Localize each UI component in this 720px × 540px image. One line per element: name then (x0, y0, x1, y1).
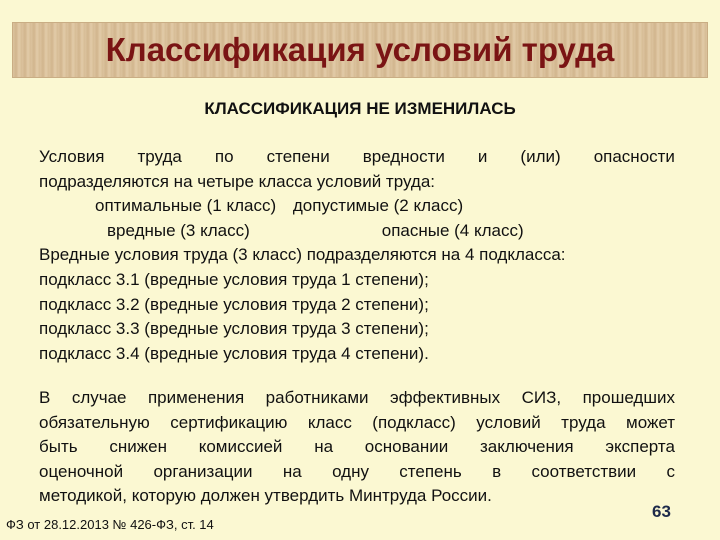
subclass-item: подкласс 3.2 (вредные условия труда 2 степени); (39, 294, 429, 314)
note-word: применения (147, 388, 245, 407)
law-reference-footnote: ФЗ от 28.12.2013 № 426-ФЗ, ст. 14 (6, 517, 214, 532)
note-word: одну (332, 461, 369, 481)
note-word: эффективных (390, 388, 501, 407)
note-word: (подкласс) (372, 412, 456, 432)
note-line-5: методикой, которую должен утвердить Минтруда России. (39, 486, 492, 506)
slide-title: Классификация условий труда (105, 31, 615, 68)
note-word: условий (476, 412, 541, 432)
intro-word: вредности (362, 147, 445, 166)
intro-line-1 (39, 145, 675, 170)
note-word: на (282, 461, 302, 481)
intro-word: Условия (39, 147, 105, 166)
note-word: сертификацию (170, 412, 288, 432)
class-acceptable: допустимые (2 класс) (292, 196, 464, 216)
note-word: прошедших (582, 388, 675, 407)
class-harmful: вредные (3 класс) (107, 220, 250, 240)
note-word: заключения (480, 437, 574, 457)
intro-word: по (214, 147, 234, 166)
note-word: в (492, 461, 502, 481)
note-word: степень (399, 461, 462, 481)
note-word: эксперта (605, 437, 675, 457)
note-word: соответствии (531, 461, 637, 481)
note-word: класс (307, 412, 352, 432)
intro-word: и (477, 147, 488, 166)
note-word: обязательную (39, 412, 150, 432)
note-word: работниками (265, 388, 369, 407)
classes-row-1 (39, 194, 675, 219)
classification-text (39, 145, 675, 366)
note-word: случае (71, 388, 127, 407)
note-word: основании (364, 437, 449, 457)
subclass-item: подкласс 3.4 (вредные условия труда 4 степени). (39, 343, 429, 363)
page-number: 63 (652, 502, 671, 521)
slide-subtitle: КЛАССИФИКАЦИЯ НЕ ИЗМЕНИЛАСЬ (204, 99, 516, 118)
note-word: СИЗ, (521, 388, 562, 407)
classes-row-2 (39, 219, 675, 244)
note-word: быть (39, 437, 78, 457)
intro-word: опасности (593, 147, 675, 166)
note-word: комиссией (198, 437, 283, 457)
intro-word: труда (137, 147, 182, 166)
note-word: организации (153, 461, 253, 481)
note-word: на (314, 437, 334, 457)
note-line-4 (39, 460, 675, 485)
class-dangerous: опасные (4 класс) (381, 220, 524, 240)
note-word: снижен (109, 437, 167, 457)
note-line-3 (39, 435, 675, 460)
class-optimal: оптимальные (1 класс) (95, 196, 277, 216)
note-line-2 (39, 411, 675, 436)
ppe-note (39, 386, 675, 509)
subclass-item: подкласс 3.1 (вредные условия труда 1 степени); (39, 269, 429, 289)
note-line-1 (39, 386, 675, 411)
note-word: В (39, 388, 51, 407)
intro-word: (или) (520, 147, 561, 166)
note-word: труда (561, 412, 606, 432)
subclass-item: подкласс 3.3 (вредные условия труда 3 степени); (39, 319, 429, 339)
intro-word: степени (266, 147, 330, 166)
intro-line-2: подразделяются на четыре класса условий труда: (39, 171, 436, 191)
note-word: оценочной (39, 461, 124, 481)
harmful-intro: Вредные условия труда (3 класс) подразделяются на 4 подкласса: (39, 245, 566, 265)
note-word: с (666, 461, 675, 481)
title-bar (12, 22, 708, 78)
note-word: может (626, 412, 675, 432)
